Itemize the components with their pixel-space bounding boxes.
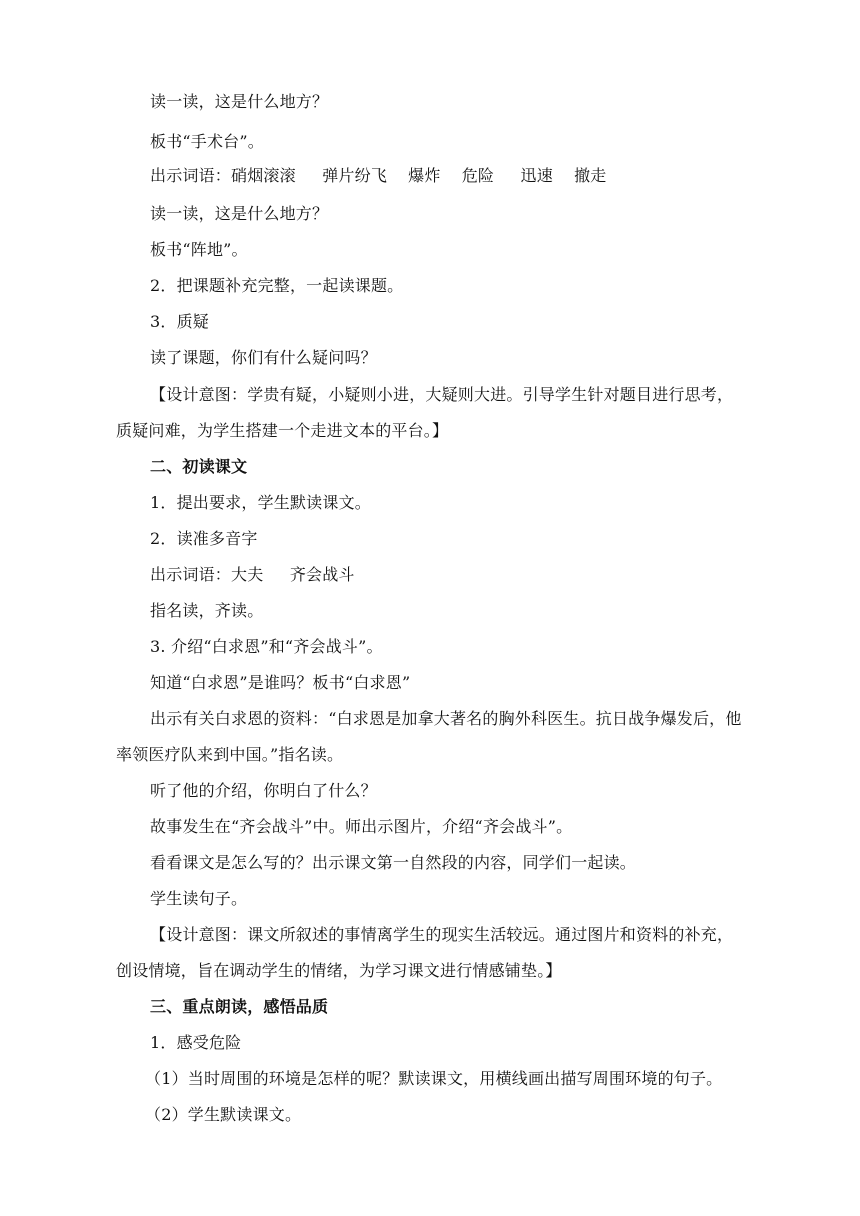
text-line: 知道“白求恩”是谁吗？板书“白求恩” — [150, 673, 411, 692]
text-line: 出示词语：硝烟滚滚 弹片纷飞 爆炸 危险 迅速 撤走 — [150, 166, 607, 185]
text-line: 故事发生在“齐会战斗”中。师出示图片，介绍“齐会战斗”。 — [150, 817, 573, 836]
design-intent-line: 【设计意图：课文所叙述的事情离学生的现实生活较远。通过图片和资料的补充， — [150, 925, 734, 944]
text-line: 读了课题，你们有什么疑问吗？ — [150, 348, 377, 367]
text-line: 读一读，这是什么地方？ — [150, 92, 329, 111]
text-line: 学生读句子。 — [150, 889, 248, 908]
text-line: 指名读，齐读。 — [150, 601, 264, 620]
text-line: 板书“阵地”。 — [150, 240, 248, 259]
design-intent-line: 质疑问难，为学生搭建一个走进文本的平台。】 — [116, 421, 449, 440]
design-intent-line: 【设计意图：学贵有疑，小疑则小进，大疑则大进。引导学生针对题目进行思考， — [150, 385, 734, 404]
text-line: 看看课文是怎么写的？出示课文第一自然段的内容，同学们一起读。 — [150, 853, 637, 872]
text-line: 听了他的介绍，你明白了什么？ — [150, 781, 377, 800]
text-line: 出示词语：大夫 齐会战斗 — [150, 565, 355, 584]
text-line: 2．把课题补充完整，一起读课题。 — [150, 276, 404, 295]
text-line: 3. 介绍“白求恩”和“齐会战斗”。 — [150, 637, 383, 656]
text-line: 1．感受危险 — [150, 1033, 242, 1052]
text-line: 读一读，这是什么地方？ — [150, 204, 329, 223]
design-intent-line: 创设情境，旨在调动学生的情绪，为学习课文进行情感铺垫。】 — [116, 961, 562, 980]
text-line: （1）当时周围的环境是怎样的呢？默读课文，用横线画出描写周围环境的句子。 — [145, 1069, 723, 1088]
text-line: 板书“手术台”。 — [150, 132, 264, 151]
section-heading: 二、初读课文 — [150, 457, 248, 476]
text-line: （2）学生默读课文。 — [145, 1105, 302, 1124]
text-line: 出示有关白求恩的资料：“白求恩是加拿大著名的胸外科医生。抗日战争爆发后，他 — [150, 709, 742, 728]
text-line: 1．提出要求，学生默读课文。 — [150, 493, 371, 512]
section-heading: 三、重点朗读，感悟品质 — [150, 997, 329, 1016]
text-line: 率领医疗队来到中国。”指名读。 — [116, 745, 344, 764]
text-line: 2．读准多音字 — [150, 529, 258, 548]
text-line: 3．质疑 — [150, 312, 209, 331]
